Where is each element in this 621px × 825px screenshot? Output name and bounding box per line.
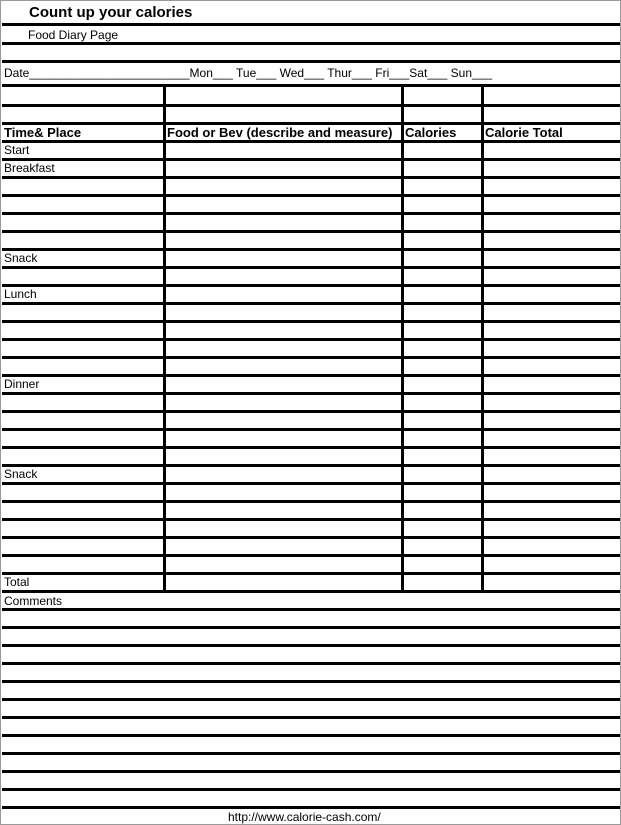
day-sat: Sat xyxy=(409,66,428,80)
day-tue: Tue xyxy=(236,66,257,80)
comment-line[interactable] xyxy=(2,644,621,647)
comment-line[interactable] xyxy=(2,662,621,665)
row-label-dinner: Dinner xyxy=(4,377,40,391)
day-blank[interactable]: ___ xyxy=(256,66,280,80)
comment-line[interactable] xyxy=(2,806,621,809)
day-blank[interactable]: ___ xyxy=(472,66,493,80)
comment-line[interactable] xyxy=(2,698,621,701)
page-subtitle: Food Diary Page xyxy=(28,28,119,42)
comment-line[interactable] xyxy=(2,734,621,737)
day-wed: Wed xyxy=(279,66,305,80)
column-header-time-place: Time& Place xyxy=(4,125,82,140)
column-header-food: Food or Bev (describe and measure) xyxy=(167,125,393,140)
comment-line[interactable] xyxy=(2,770,621,773)
row-label-start: Start xyxy=(4,143,30,157)
row-label-total: Total xyxy=(4,575,30,589)
day-mon: Mon xyxy=(189,66,213,80)
footer-url[interactable]: http://www.calorie-cash.com/ xyxy=(228,810,381,824)
comment-line[interactable] xyxy=(2,716,621,719)
row-label-lunch: Lunch xyxy=(4,287,37,301)
date-label: Date xyxy=(4,66,30,80)
day-sun: Sun xyxy=(450,66,473,80)
column-header-calorie-total: Calorie Total xyxy=(485,125,563,140)
date-blank[interactable]: ________________________ xyxy=(29,66,190,80)
day-fri: Fri xyxy=(375,66,390,80)
comment-line[interactable] xyxy=(2,608,621,611)
day-blank[interactable]: ___ xyxy=(212,66,237,80)
page-title: Count up your calories xyxy=(29,4,193,21)
comment-line[interactable] xyxy=(2,752,621,755)
comments-lines xyxy=(1,1,621,825)
row-label-breakfast: Breakfast xyxy=(4,161,55,175)
comment-line[interactable] xyxy=(2,788,621,791)
day-thur: Thur xyxy=(327,66,352,80)
comments-label: Comments xyxy=(4,594,63,608)
day-blank[interactable]: ___ xyxy=(304,66,328,80)
row-label-snack: Snack xyxy=(4,251,38,265)
day-blank[interactable]: ___ xyxy=(389,66,410,80)
day-blank[interactable]: ___ xyxy=(351,66,376,80)
column-header-calories: Calories xyxy=(405,125,457,140)
day-blank[interactable]: ___ xyxy=(427,66,451,80)
row-label-snack: Snack xyxy=(4,467,38,481)
comment-line[interactable] xyxy=(2,626,621,629)
comment-line[interactable] xyxy=(2,680,621,683)
